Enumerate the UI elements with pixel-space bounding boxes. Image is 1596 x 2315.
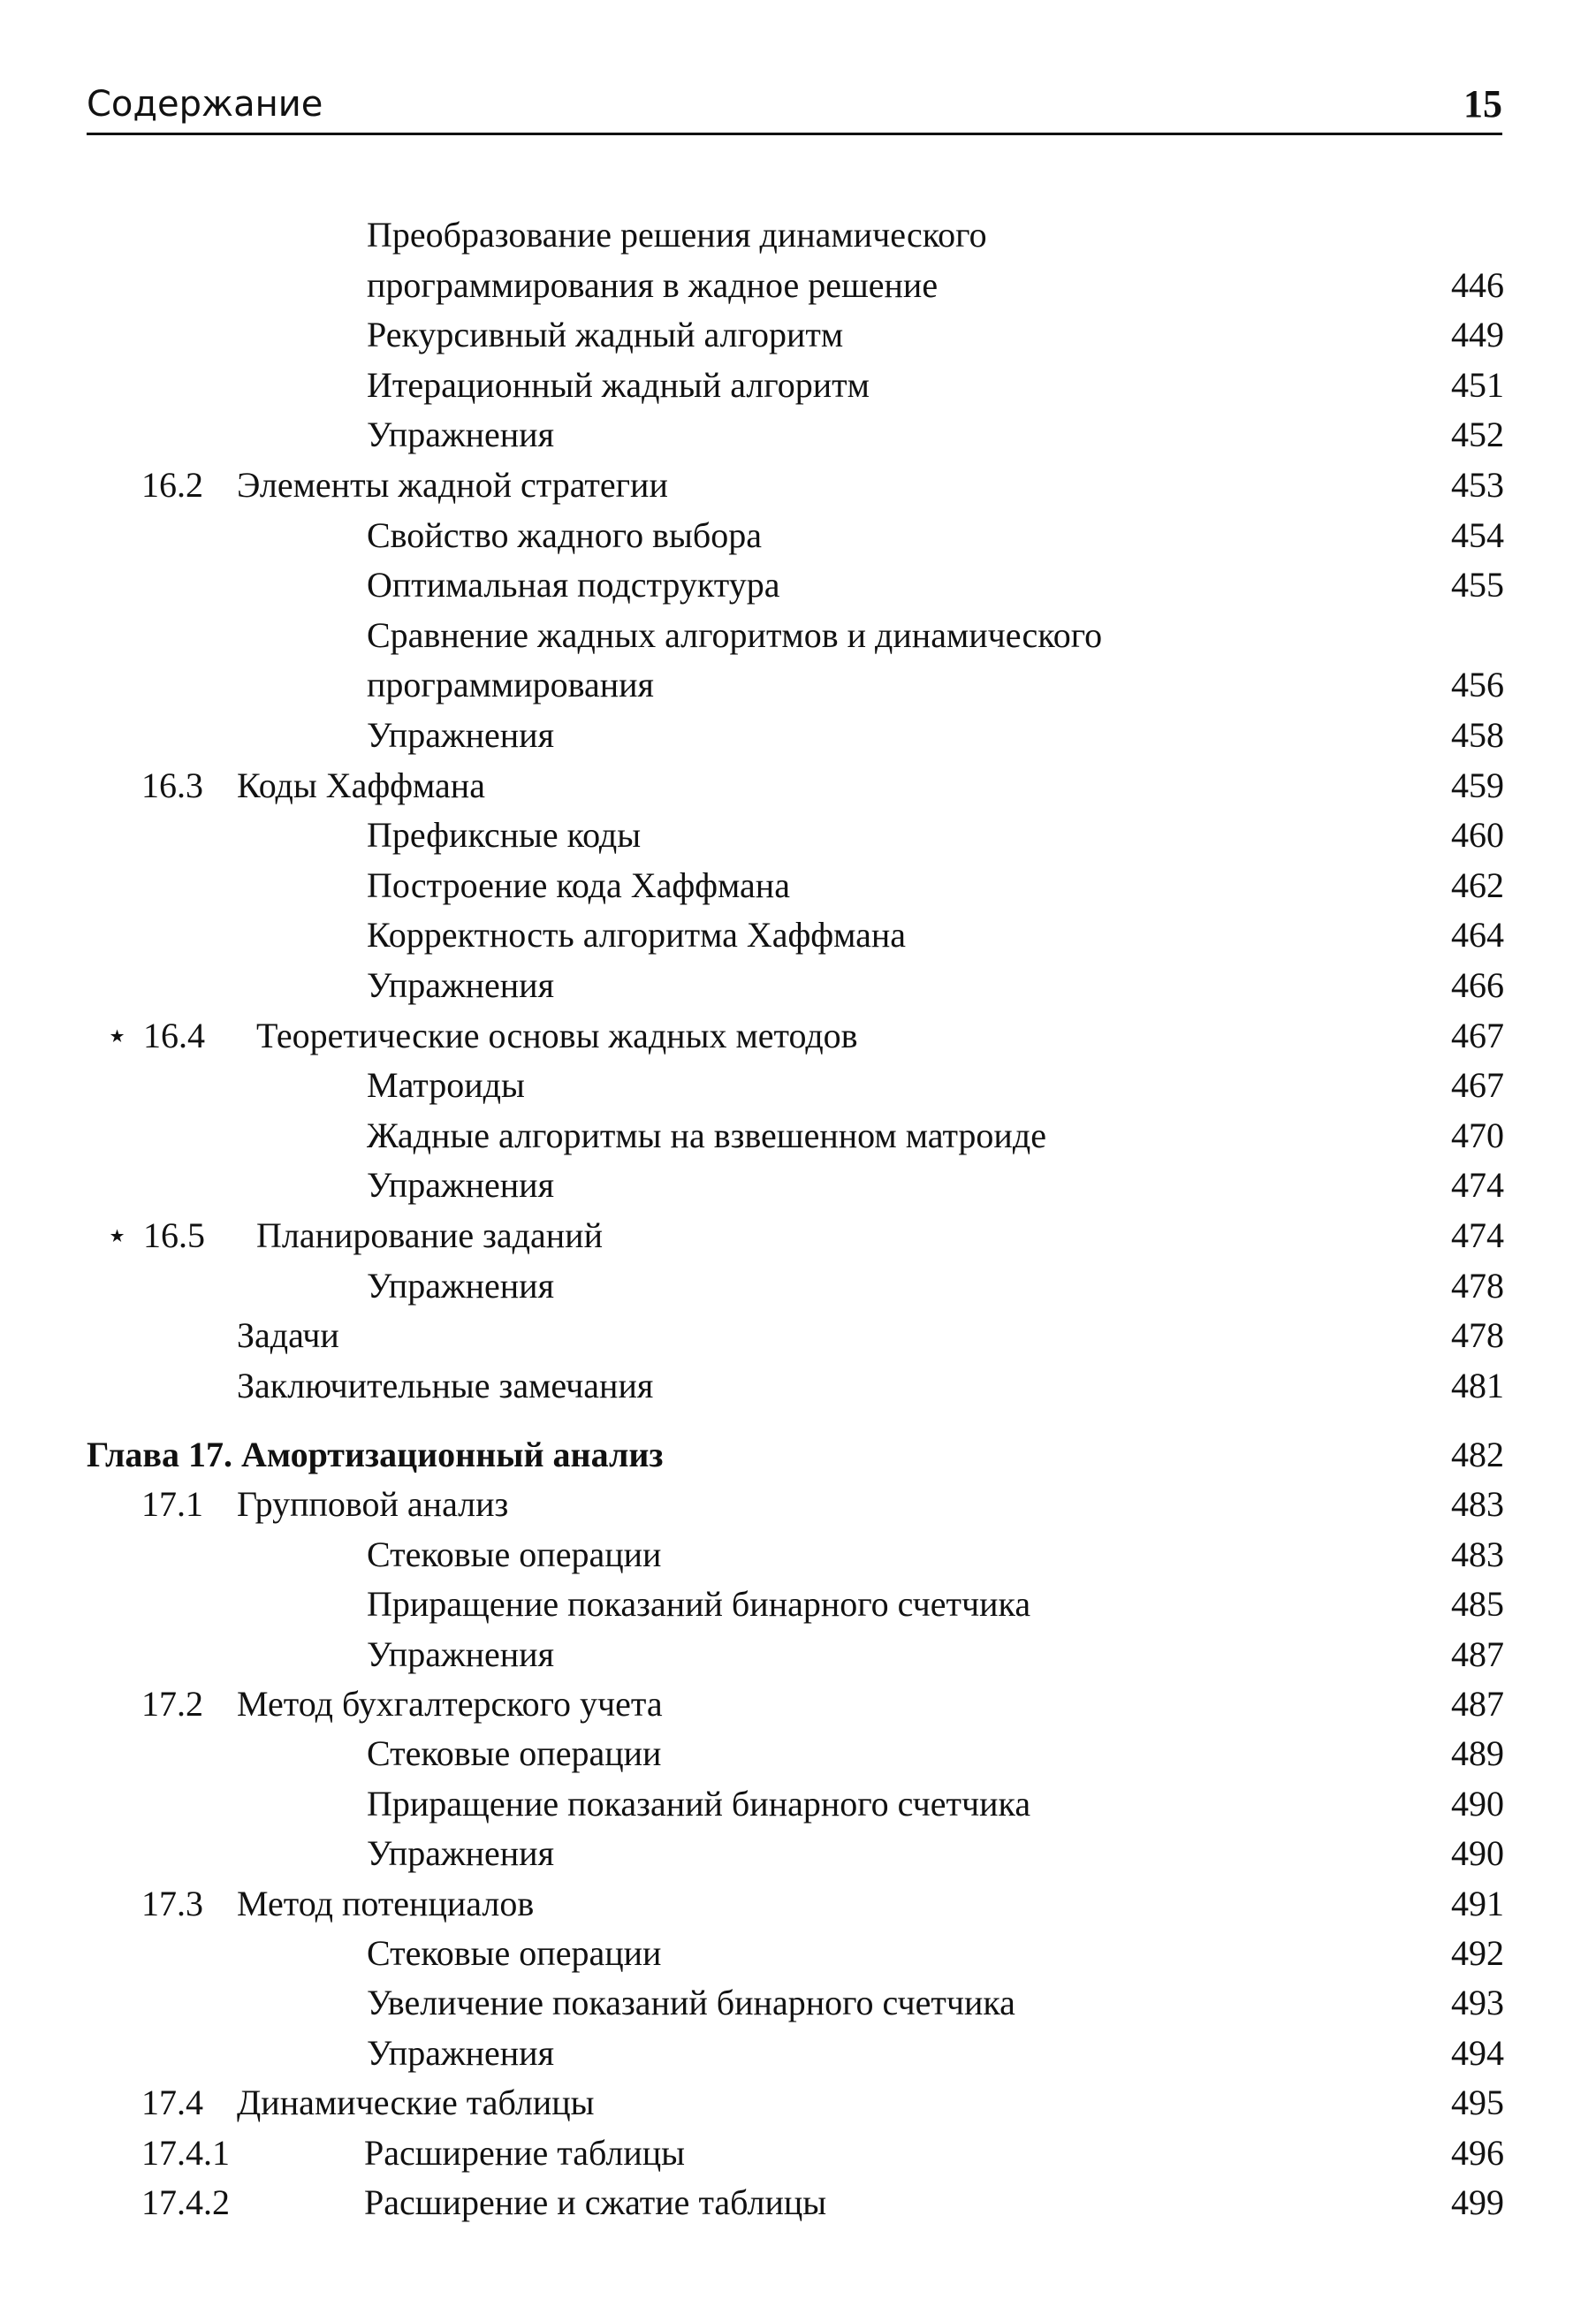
toc-page-number: 462: [1451, 864, 1504, 905]
toc-row: [0, 1311, 1596, 1360]
toc-section-number: 17.4.1: [141, 2132, 230, 2173]
toc-entry-title: Метод потенциалов: [237, 1883, 535, 1923]
toc-entry-title: Стековые операции: [367, 1933, 662, 1973]
toc-entry-title: Свойство жадного выбора: [367, 514, 762, 555]
toc-entry-title: Метод бухгалтерского учета: [237, 1684, 663, 1724]
toc-page-number: 456: [1451, 665, 1504, 705]
toc-page-number: 454: [1451, 514, 1504, 555]
toc-entry-title: Упражнения: [367, 2032, 554, 2073]
toc-entry-title: Префиксные коды: [367, 815, 642, 856]
toc-page-number: 485: [1451, 1584, 1504, 1625]
star-marker: ⋆: [106, 1215, 129, 1255]
toc-page-number: 495: [1451, 2083, 1504, 2123]
toc-page-number: 455: [1451, 565, 1504, 605]
toc-page-number: 458: [1451, 715, 1504, 755]
toc-page-number: 487: [1451, 1633, 1504, 1674]
toc-entry-title: Жадные алгоритмы на взвешенном матроиде: [367, 1115, 1046, 1155]
toc-row: [0, 2128, 1596, 2178]
toc-row: [0, 2178, 1596, 2227]
toc-entry-title: Рекурсивный жадный алгоритм: [367, 315, 844, 355]
toc-entry-title: Элементы жадной стратегии: [237, 465, 668, 505]
toc-page-number: 491: [1451, 1883, 1504, 1923]
toc-page-number: 474: [1451, 1165, 1504, 1206]
toc-page-number: 478: [1451, 1265, 1504, 1306]
toc-page-number: 493: [1451, 1983, 1504, 2023]
toc-entry-title: Задачи: [237, 1315, 339, 1356]
toc-entry-title: Расширение таблицы: [364, 2132, 686, 2173]
toc-entry-title: Динамические таблицы: [237, 2083, 595, 2123]
toc-entry-title: Планирование заданий: [256, 1215, 603, 1255]
toc-row: [0, 1978, 1596, 2028]
toc-row: [0, 410, 1596, 460]
toc-row: [0, 1111, 1596, 1161]
toc-page-number: 470: [1451, 1115, 1504, 1155]
toc-entry-title: Теоретические основы жадных методов: [256, 1015, 858, 1055]
toc-row: [0, 1630, 1596, 1679]
toc-row: [0, 1829, 1596, 1878]
toc-page-number: 483: [1451, 1534, 1504, 1574]
toc-row: [0, 511, 1596, 560]
toc-row: [0, 1879, 1596, 1929]
toc-page-number: 464: [1451, 915, 1504, 956]
toc-row: [0, 2078, 1596, 2128]
toc-page-number: 474: [1451, 1215, 1504, 1255]
toc-row: [0, 660, 1596, 710]
toc-row: [0, 861, 1596, 910]
toc-page-number: 467: [1451, 1015, 1504, 1055]
star-marker: ⋆: [106, 1015, 129, 1055]
toc-row: [0, 361, 1596, 410]
toc-entry-title: программирования: [367, 665, 654, 705]
toc-page-number: 494: [1451, 2032, 1504, 2073]
toc-entry-title: Упражнения: [367, 1833, 554, 1874]
toc-row: [0, 761, 1596, 811]
toc-section-number: 16.4: [143, 1015, 205, 1055]
toc-section-number: 16.2: [141, 465, 203, 505]
toc-row: [0, 1729, 1596, 1778]
toc-entry-title: Групповой анализ: [237, 1484, 509, 1525]
toc-row: [0, 1530, 1596, 1580]
toc-section-number: 17.4: [141, 2083, 203, 2123]
toc-page-number: 478: [1451, 1315, 1504, 1356]
toc-entry-title: Упражнения: [367, 1633, 554, 1674]
toc-page-number: 499: [1451, 2182, 1504, 2222]
toc-entry-title: Упражнения: [367, 1165, 554, 1206]
toc-entry-title: Коды Хаффмана: [237, 765, 485, 805]
toc-row: [0, 1011, 1596, 1061]
toc-row: [0, 1480, 1596, 1529]
toc-row: [0, 1679, 1596, 1729]
toc-row: [0, 711, 1596, 760]
toc-row: [0, 560, 1596, 610]
toc-row: [0, 811, 1596, 860]
toc-row: [0, 1211, 1596, 1260]
toc-page-number: 453: [1451, 465, 1504, 505]
toc-row: [0, 1061, 1596, 1110]
toc-entry-title: Упражнения: [367, 715, 554, 755]
toc-page-number: 460: [1451, 815, 1504, 856]
toc-entry-title: Упражнения: [367, 965, 554, 1005]
toc-page-number: 466: [1451, 965, 1504, 1005]
toc-entry-title: Упражнения: [367, 415, 554, 455]
toc-row: [0, 310, 1596, 360]
toc-entry-title: Упражнения: [367, 1265, 554, 1306]
toc-entry-title: Глава 17. Амортизационный анализ: [87, 1435, 664, 1474]
toc-entry-title: Сравнение жадных алгоритмов и динамического: [367, 614, 1103, 655]
toc-row: [0, 961, 1596, 1010]
toc-page-number: 496: [1451, 2132, 1504, 2173]
toc-entry-title: Приращение показаний бинарного счетчика: [367, 1584, 1031, 1625]
toc-section-number: 17.4.2: [141, 2182, 230, 2222]
toc-chapter-row: [0, 1430, 1596, 1480]
toc-page-number: 489: [1451, 1733, 1504, 1774]
toc-row: [0, 461, 1596, 510]
toc-page-number: 487: [1451, 1684, 1504, 1724]
toc-entry-title: Стековые операции: [367, 1733, 662, 1774]
toc-entry-title: Расширение и сжатие таблицы: [364, 2182, 827, 2222]
toc-page-number: 459: [1451, 765, 1504, 805]
toc-page-number: 467: [1451, 1065, 1504, 1106]
toc-entry-title: Корректность алгоритма Хаффмана: [367, 915, 907, 956]
toc-page-number: 482: [1451, 1435, 1504, 1474]
toc-page-number: 483: [1451, 1484, 1504, 1525]
toc-row: [0, 261, 1596, 310]
toc-row: [0, 611, 1596, 660]
toc-entry-title: Матроиды: [367, 1065, 525, 1106]
toc-row: [0, 210, 1596, 260]
toc-page-number: 492: [1451, 1933, 1504, 1973]
running-header-title: Содержание: [87, 84, 323, 125]
toc-entry-title: программирования в жадное решение: [367, 264, 939, 305]
toc-entry-title: Построение кода Хаффмана: [367, 864, 790, 905]
toc-section-number: 17.3: [141, 1883, 203, 1923]
page-number: 15: [1463, 82, 1502, 126]
toc-page-number: 451: [1451, 364, 1504, 405]
toc-page-number: 446: [1451, 264, 1504, 305]
toc-section-number: 16.3: [141, 765, 203, 805]
toc-section-number: 16.5: [143, 1215, 205, 1255]
toc-page-number: 481: [1451, 1365, 1504, 1405]
toc-row: [0, 1361, 1596, 1411]
toc-entry-title: Стековые операции: [367, 1534, 662, 1574]
toc-page-number: 449: [1451, 315, 1504, 355]
toc-entry-title: Оптимальная подструктура: [367, 565, 780, 605]
toc-row: [0, 2029, 1596, 2078]
toc-entry-title: Итерационный жадный алгоритм: [367, 364, 870, 405]
toc-section-number: 17.2: [141, 1684, 203, 1724]
toc-entry-title: Увеличение показаний бинарного счетчика: [367, 1983, 1015, 2023]
toc-section-number: 17.1: [141, 1484, 203, 1525]
toc-row: [0, 910, 1596, 960]
toc-row: [0, 1929, 1596, 1978]
toc-row: [0, 1779, 1596, 1829]
toc-page-number: 452: [1451, 415, 1504, 455]
toc-page-number: 490: [1451, 1833, 1504, 1874]
toc-row: [0, 1161, 1596, 1210]
toc-entry-title: Заключительные замечания: [237, 1365, 654, 1405]
toc-page-number: 490: [1451, 1783, 1504, 1824]
toc-entry-title: Приращение показаний бинарного счетчика: [367, 1783, 1031, 1824]
toc-entry-title: Преобразование решения динамического: [367, 215, 987, 255]
toc-row: [0, 1261, 1596, 1311]
toc-row: [0, 1580, 1596, 1629]
